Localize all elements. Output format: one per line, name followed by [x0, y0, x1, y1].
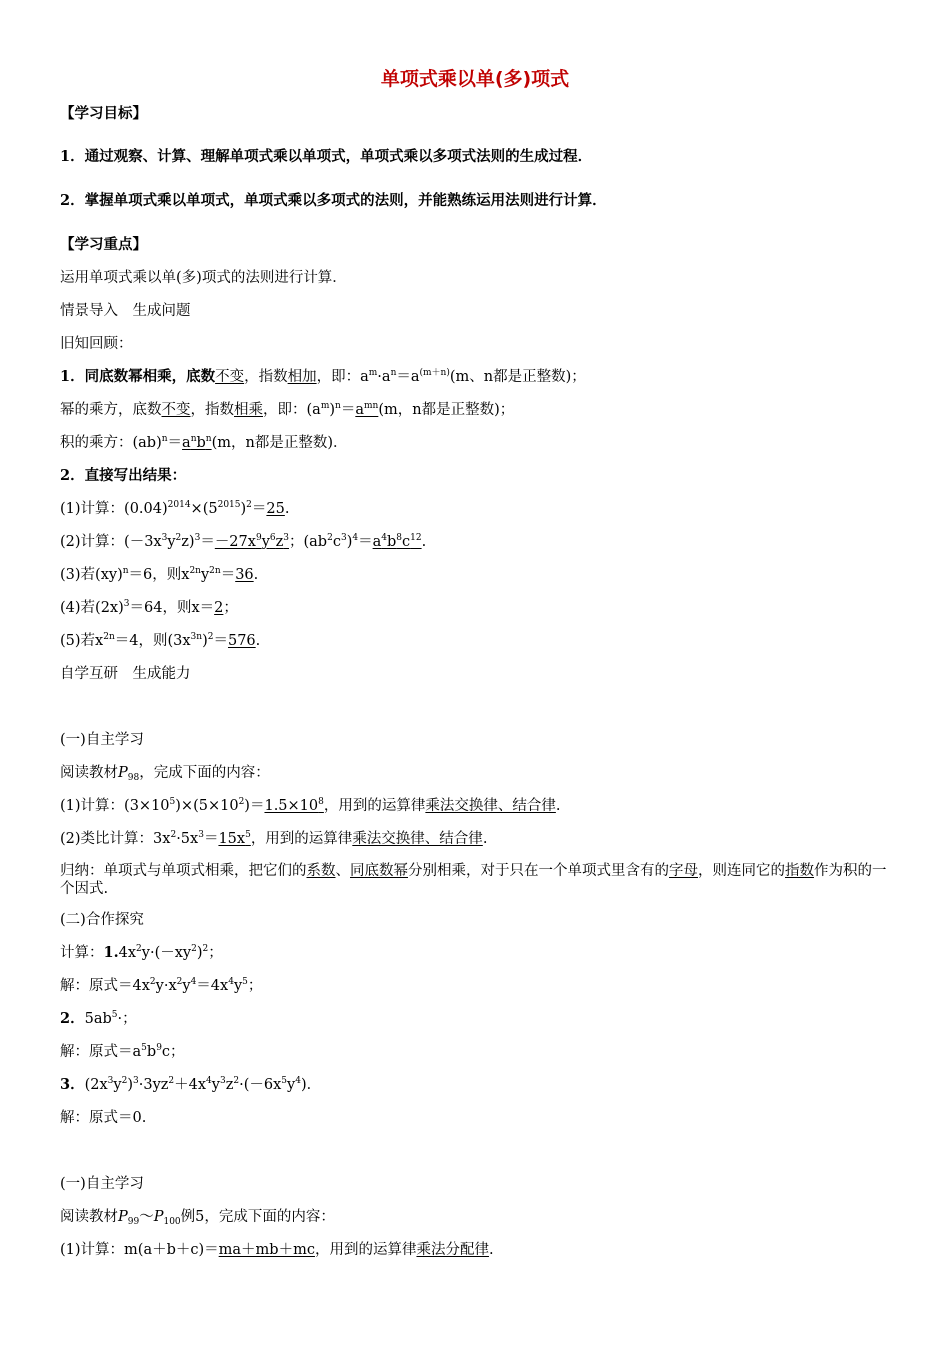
reading-instruction-1: 阅读教材$P_{98}$，完成下面的内容： [60, 765, 270, 783]
cooperative-item-1: 计算：$1.4x^2y\cdot(-xy^2)^2$； [60, 944, 223, 961]
part-3-heading: (一)自主学习 [60, 1176, 144, 1192]
section-learning-goals: 【学习目标】 [60, 105, 147, 122]
review-heading: 旧知回顾： [60, 336, 133, 352]
review-rule-1: 1．同底数幂相乘，底数不变，指数相加，即：$a^m\cdot a^n=a^{(m+n)}(m$、n都是正整数)； [60, 368, 586, 385]
question-1: (1)计算：$(0.04)^{2014}\times(5^{2015})^2=25$. [60, 500, 290, 517]
review-rule-2: 幂的乘方，底数不变，指数相乘，即：$(a^m)^n=a^{mn}(m$，n都是正整数)； [60, 401, 515, 418]
distributive-item-1: (1)计算：m(a＋b＋c)＝ma＋mb＋mc，用到的运算律乘法分配律. [60, 1242, 494, 1258]
reading-instruction-2: 阅读教材$P_{99}\sim P_{100}$例5，完成下面的内容： [60, 1209, 335, 1227]
summary-rule: 归纳：单项式与单项式相乘，把它们的系数、同底数幂分别相乘，对于只在一个单项式里含有的字母，则连同它的指数作为积的一个因式. [60, 863, 887, 897]
cooperative-solution-2: 解：原式$=a^5b^9c$； [60, 1043, 185, 1060]
key-point-text: 运用单项式乘以单(多)项式的法则进行计算． [60, 270, 347, 286]
question-heading: 2．直接写出结果： [60, 467, 187, 484]
section-key-points: 【学习重点】 [60, 236, 147, 253]
part-1-heading: (一)自主学习 [60, 732, 144, 748]
page-title: 单项式乘以单(多)项式 [380, 68, 570, 90]
question-5: (5)若$x^{2n}=4$，则$(3x^{3n})^2=576$. [60, 632, 261, 649]
cooperative-solution-3: 解：原式＝0. [60, 1110, 147, 1126]
question-4: (4)若$(2x)^3=64$，则x＝2； [60, 599, 238, 616]
cooperative-item-3: 3．$(2x^3y^2)^3\cdot 3yz^2+4x^4y^3z^2\cdot(-6x^5y^4)$． [60, 1076, 322, 1093]
goal-1: 1．通过观察、计算、理解单项式乘以单项式，单项式乘以多项式法则的生成过程． [60, 148, 593, 165]
cooperative-solution-1: 解：原式$=4x^2y\cdot x^2y^4=4x^4y^5$； [60, 977, 263, 994]
cooperative-item-2: 2．$5ab^5\cdot$； [60, 1010, 137, 1027]
goal-2: 2．掌握单项式乘以单项式，单项式乘以多项式的法则，并能熟练运用法则进行计算． [60, 192, 607, 209]
intro-heading: 情景导入 生成问题 [60, 303, 191, 319]
study-item-2: (2)类比计算：$3x^2\cdot 5x^3=15x^5$，用到的运算律乘法交换律、结合律. [60, 830, 488, 847]
part-2-heading: (二)合作探究 [60, 912, 144, 928]
review-rule-3: 积的乘方：$(ab)^n=a^nb^n(m$，n都是正整数)． [60, 434, 348, 451]
question-3: (3)若(xy)$^n$＝6，则$x^{2n}y^{2n}=36$. [60, 566, 259, 583]
question-2: (2)计算：$(-3x^3y^2z)^3=-27x^9y^6z^3$；$(ab^2c^3)^4=a^4b^8c^{12}$. [60, 533, 427, 550]
self-study-heading: 自学互研 生成能力 [60, 666, 191, 682]
study-item-1: (1)计算：$(3\times 10^5)\times(5\times 10^2)=1.5\times 10^8$，用到的运算律乘法交换律、结合律. [60, 797, 561, 814]
